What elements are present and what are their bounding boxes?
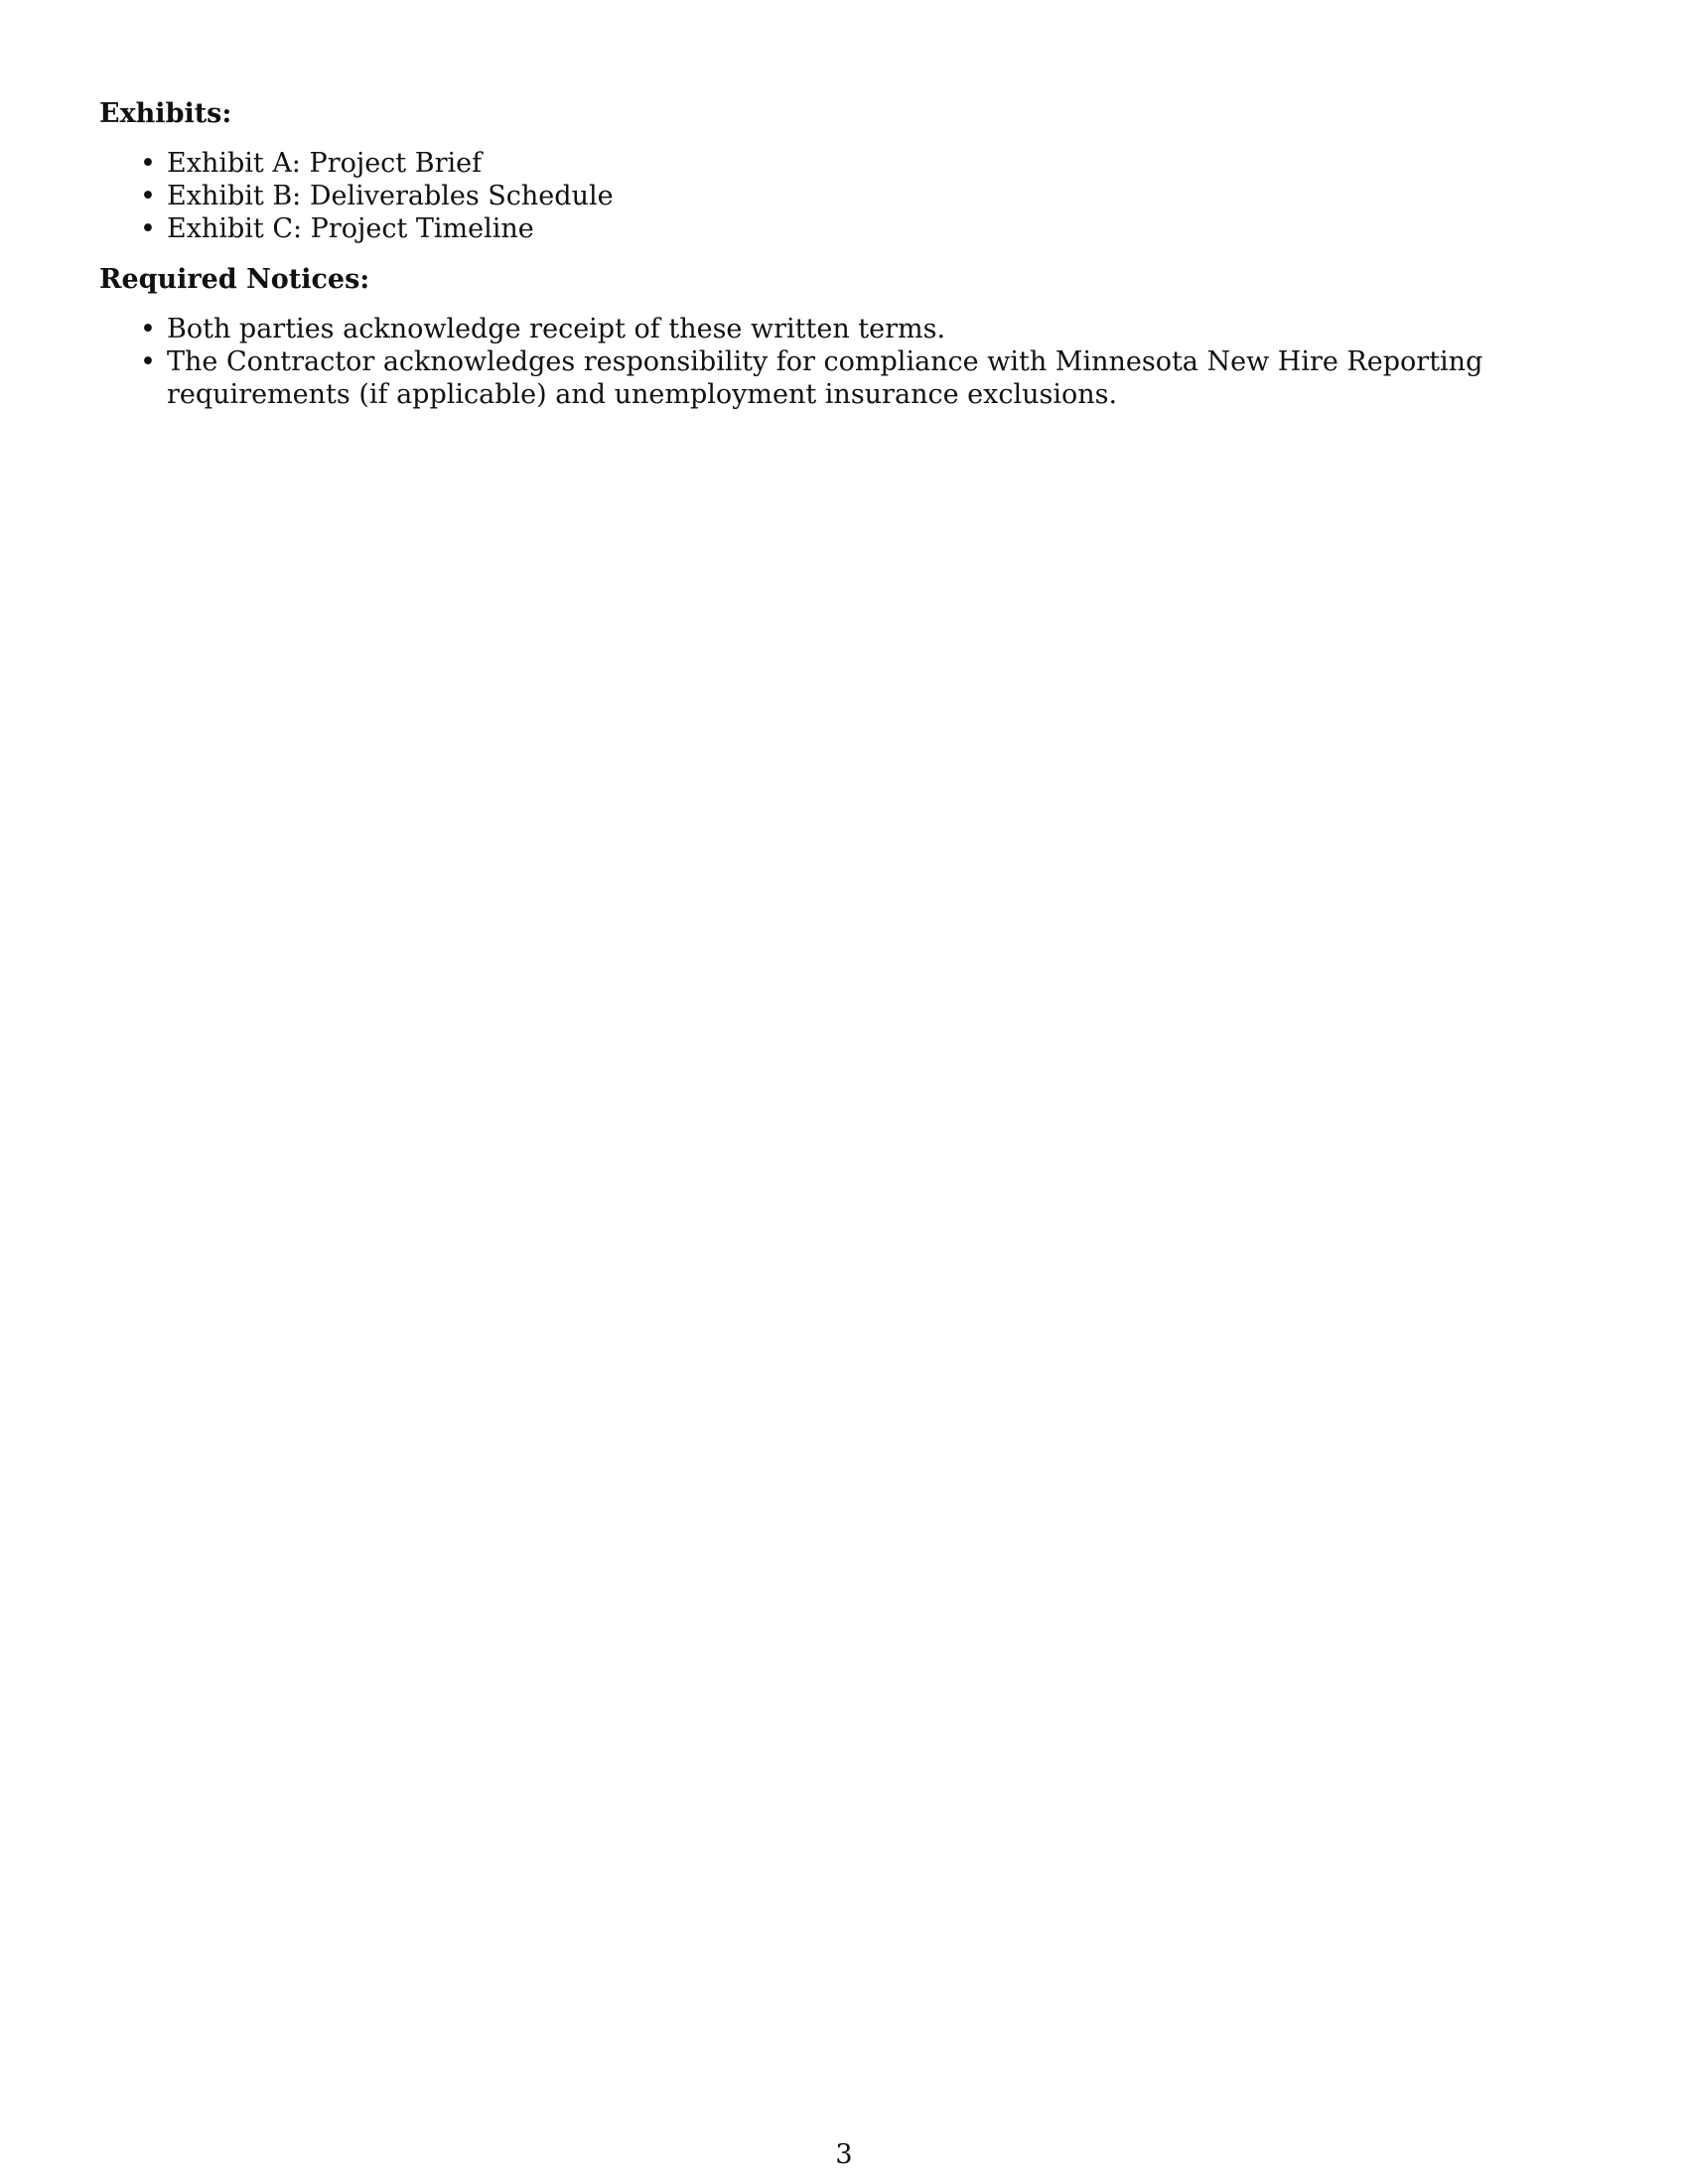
list-item — [99, 313, 1599, 345]
page-content — [99, 95, 1599, 427]
exhibit-item-text: Exhibit A: Project Brief — [167, 148, 483, 179]
bullet-icon: • — [140, 346, 156, 377]
exhibit-item-text: Exhibit C: Project Timeline — [167, 213, 534, 244]
bullet-icon: • — [140, 314, 156, 344]
notice-item-text: The Contractor acknowledges responsibility for compliance with Minnesota New Hire Reporting requirements (if applicable) and unemployment insurance exclusions. — [167, 346, 1483, 410]
list-item — [99, 212, 1599, 245]
exhibit-item-text: Exhibit B: Deliverables Schedule — [167, 181, 614, 211]
notices-list — [99, 313, 1599, 411]
bullet-icon: • — [140, 213, 156, 244]
exhibits-list — [99, 147, 1599, 245]
list-item — [99, 147, 1599, 180]
exhibits-heading: Exhibits: — [99, 98, 232, 129]
notices-heading: Required Notices: — [99, 264, 370, 295]
notice-item-text: Both parties acknowledge receipt of these written terms. — [167, 314, 946, 344]
list-item — [99, 345, 1599, 411]
page-number: 3 — [835, 2139, 853, 2170]
list-item — [99, 180, 1599, 212]
bullet-icon: • — [140, 148, 156, 179]
bullet-icon: • — [140, 181, 156, 211]
